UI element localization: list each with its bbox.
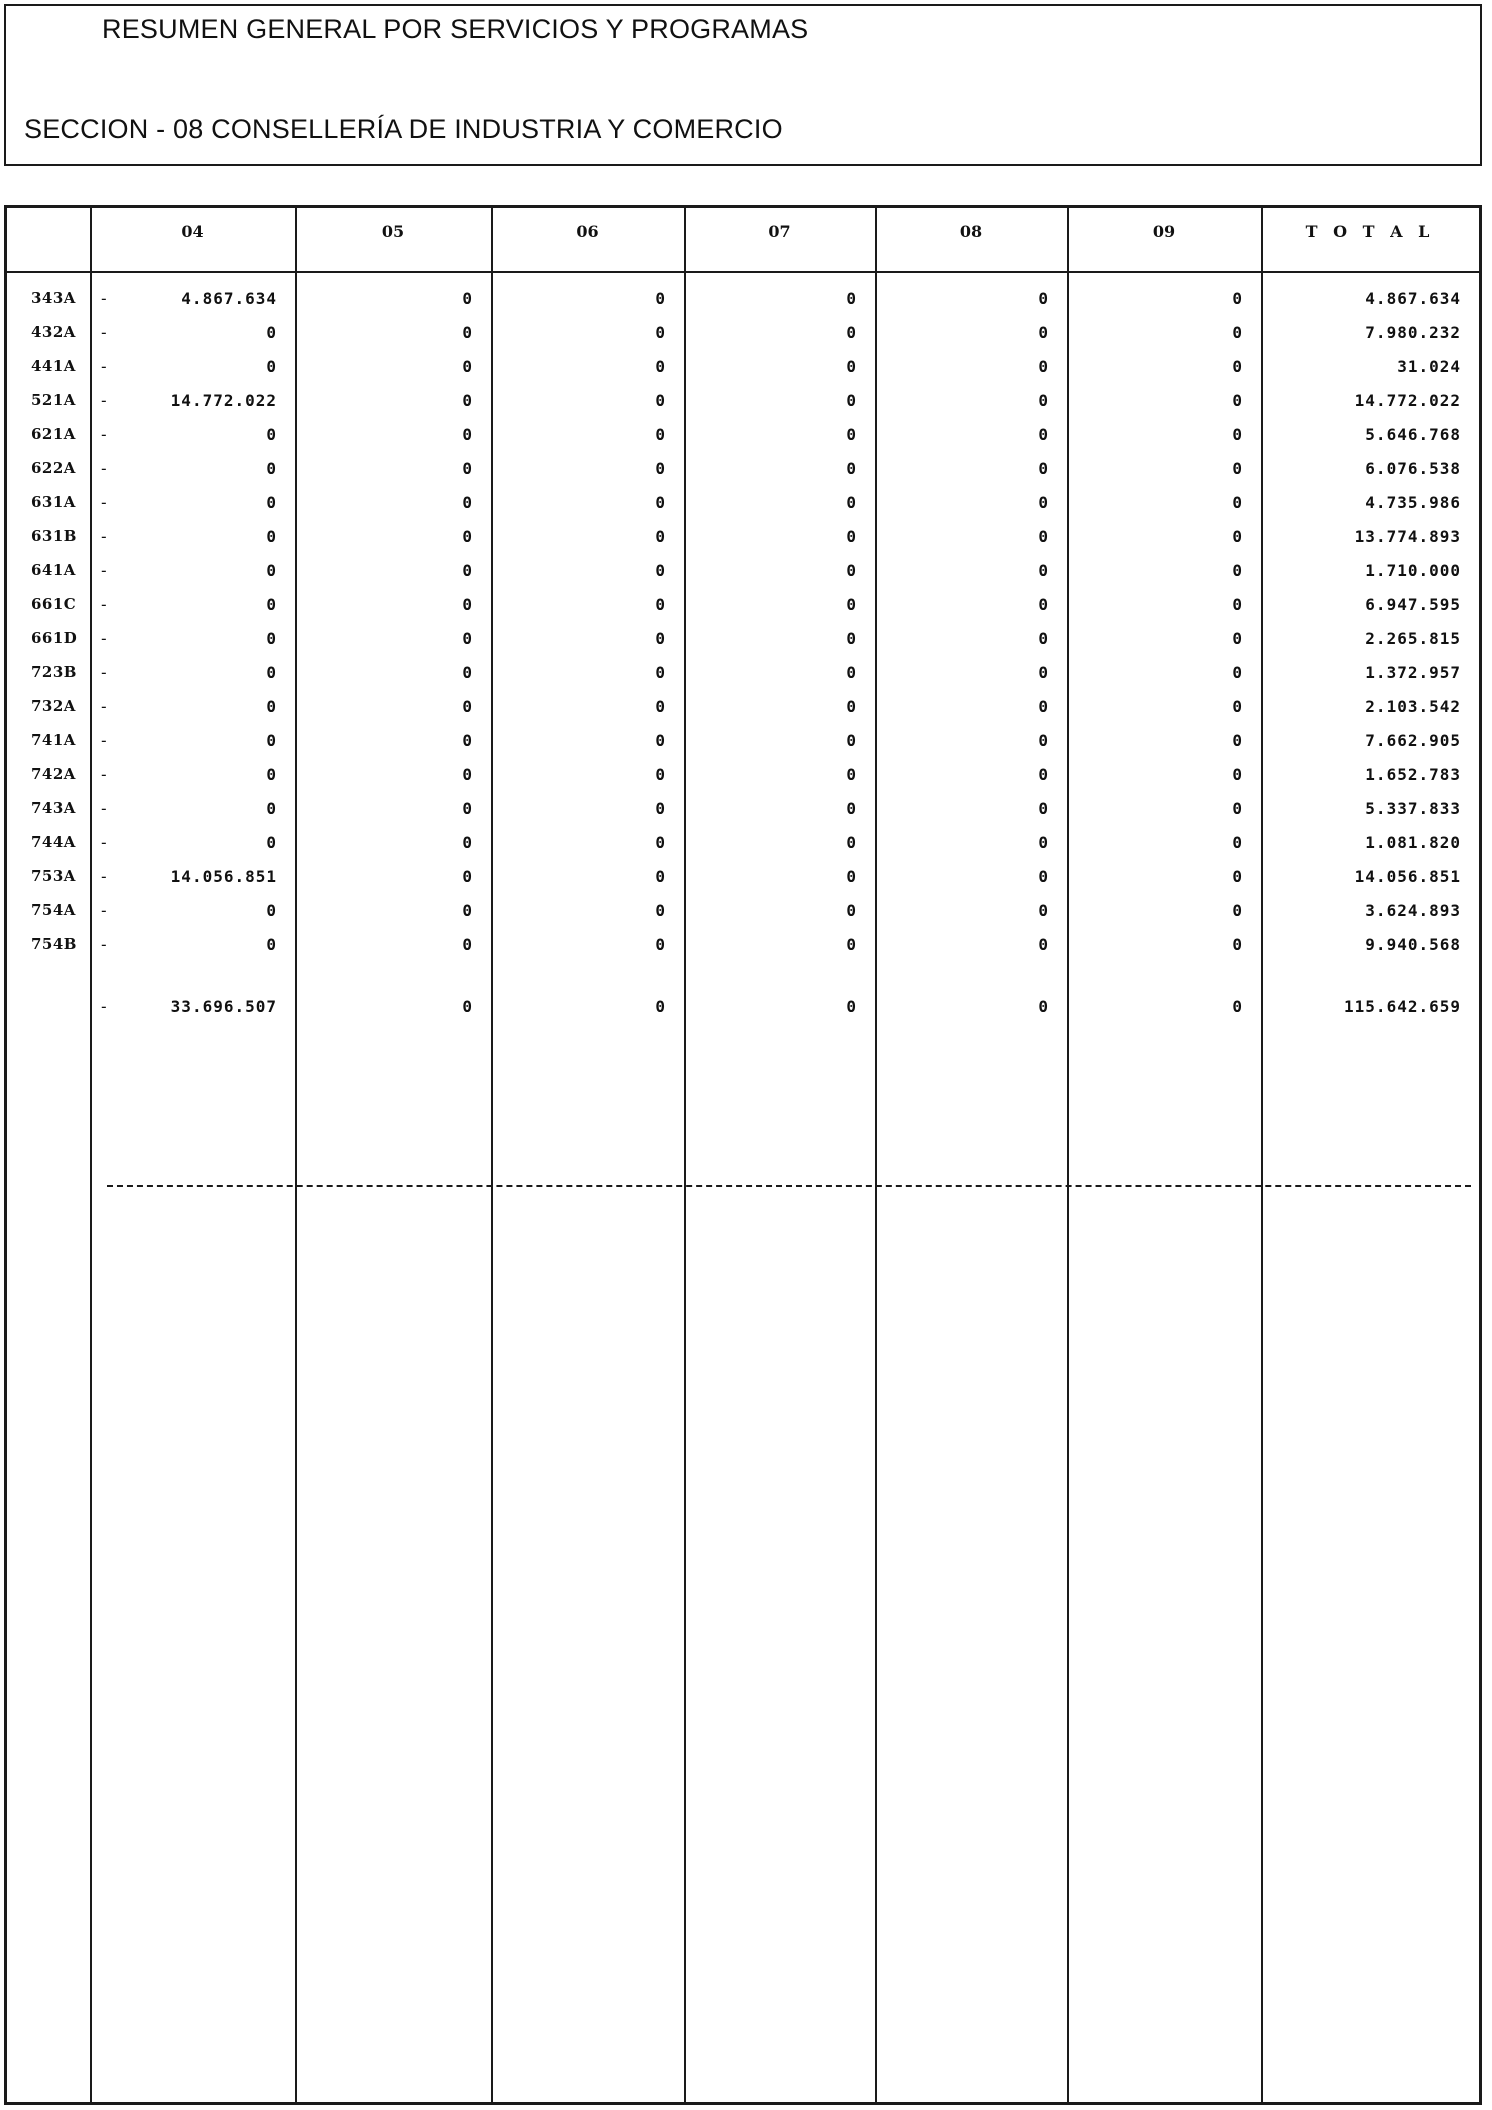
- cell-06: 0: [655, 357, 666, 376]
- cell-06: 0: [655, 731, 666, 750]
- cell-total: 3.624.893: [1365, 901, 1461, 920]
- program-code: 641A: [31, 561, 76, 579]
- program-code: 754B: [31, 935, 77, 953]
- cell-08: 0: [1038, 493, 1049, 512]
- program-code: 622A: [31, 459, 76, 477]
- cell-07: 0: [846, 391, 857, 410]
- program-code: 742A: [31, 765, 76, 783]
- row-dash: -: [99, 867, 109, 886]
- program-code: 744A: [31, 833, 76, 851]
- program-code: 661D: [31, 629, 78, 647]
- cell-08: 0: [1038, 527, 1049, 546]
- cell-07: 0: [846, 731, 857, 750]
- row-dash: -: [99, 289, 109, 308]
- program-code: 621A: [31, 425, 76, 443]
- cell-04: 0: [266, 425, 277, 444]
- cell-09: 0: [1232, 765, 1243, 784]
- cell-05: 0: [462, 799, 473, 818]
- cell-06: 0: [655, 595, 666, 614]
- cell-total: 1.081.820: [1365, 833, 1461, 852]
- cell-04: 14.056.851: [170, 867, 277, 886]
- cell-08: 0: [1038, 289, 1049, 308]
- cell-05: 0: [462, 459, 473, 478]
- program-code: 661C: [31, 595, 77, 613]
- row-dash: -: [99, 799, 109, 818]
- cell-04: 0: [266, 493, 277, 512]
- column-header-total: T O T A L: [1305, 222, 1435, 241]
- cell-09: 0: [1232, 731, 1243, 750]
- cell-07: 0: [846, 357, 857, 376]
- program-code: 732A: [31, 697, 76, 715]
- cell-06: 0: [655, 561, 666, 580]
- row-dash: -: [99, 935, 109, 954]
- cell-07: 0: [846, 289, 857, 308]
- cell-08: 0: [1038, 799, 1049, 818]
- cell-total: 13.774.893: [1354, 527, 1461, 546]
- cell-07: 0: [846, 323, 857, 342]
- cell-09: 0: [1232, 357, 1243, 376]
- cell-05: 0: [462, 527, 473, 546]
- cell-06: 0: [655, 391, 666, 410]
- cell-09: 0: [1232, 493, 1243, 512]
- cell-08: 0: [1038, 867, 1049, 886]
- column-header-05: 05: [381, 222, 405, 241]
- cell-09: 0: [1232, 867, 1243, 886]
- cell-09: 0: [1232, 459, 1243, 478]
- cell-06: 0: [655, 493, 666, 512]
- cell-04: 0: [266, 459, 277, 478]
- cell-04: 0: [266, 561, 277, 580]
- row-dash: -: [99, 527, 109, 546]
- program-code: 631A: [31, 493, 76, 511]
- cell-08: 0: [1038, 425, 1049, 444]
- cell-08: 0: [1038, 663, 1049, 682]
- cell-05: 0: [462, 663, 473, 682]
- cell-07: 0: [846, 765, 857, 784]
- cell-total: 14.056.851: [1354, 867, 1461, 886]
- cell-04: 0: [266, 731, 277, 750]
- section-title: SECCION - 08 CONSELLERÍA DE INDUSTRIA Y COMERCIO: [24, 114, 783, 144]
- cell-total: 9.940.568: [1365, 935, 1461, 954]
- row-dash: -: [99, 997, 109, 1016]
- cell-09: 0: [1232, 901, 1243, 920]
- cell-05: 0: [462, 935, 473, 954]
- cell-08: 0: [1038, 323, 1049, 342]
- cell-04: 0: [266, 527, 277, 546]
- cell-07: 0: [846, 459, 857, 478]
- cell-total: 5.337.833: [1365, 799, 1461, 818]
- cell-09: 0: [1232, 561, 1243, 580]
- total-cell-09: 0: [1232, 997, 1243, 1016]
- column-header-07: 07: [768, 222, 791, 241]
- program-code: 343A: [31, 289, 76, 307]
- total-cell-total: 115.642.659: [1344, 997, 1461, 1016]
- cell-total: 6.076.538: [1365, 459, 1461, 478]
- cell-07: 0: [846, 629, 857, 648]
- cell-06: 0: [655, 663, 666, 682]
- cell-06: 0: [655, 425, 666, 444]
- cell-08: 0: [1038, 833, 1049, 852]
- cell-08: 0: [1038, 697, 1049, 716]
- row-dash: -: [99, 561, 109, 580]
- cell-05: 0: [462, 833, 473, 852]
- row-dash: -: [99, 425, 109, 444]
- row-dash: -: [99, 595, 109, 614]
- row-dash: -: [99, 391, 109, 410]
- cell-08: 0: [1038, 595, 1049, 614]
- cell-07: 0: [846, 935, 857, 954]
- column-header-08: 08: [959, 222, 983, 241]
- cell-total: 1.710.000: [1365, 561, 1461, 580]
- cell-09: 0: [1232, 527, 1243, 546]
- row-dash: -: [99, 765, 109, 784]
- cell-08: 0: [1038, 459, 1049, 478]
- cell-07: 0: [846, 799, 857, 818]
- cell-05: 0: [462, 697, 473, 716]
- cell-04: 0: [266, 697, 277, 716]
- cell-05: 0: [462, 731, 473, 750]
- row-dash: -: [99, 663, 109, 682]
- summary-table: [4, 205, 1482, 2105]
- cell-08: 0: [1038, 357, 1049, 376]
- column-header-06: 06: [576, 222, 599, 241]
- cell-total: 4.867.634: [1365, 289, 1461, 308]
- report-header: [4, 4, 1482, 166]
- cell-total: 2.103.542: [1365, 697, 1461, 716]
- total-cell-06: 0: [655, 997, 666, 1016]
- cell-09: 0: [1232, 935, 1243, 954]
- cell-06: 0: [655, 527, 666, 546]
- cell-06: 0: [655, 289, 666, 308]
- cell-05: 0: [462, 561, 473, 580]
- program-code: 723B: [31, 663, 77, 681]
- cell-08: 0: [1038, 901, 1049, 920]
- cell-04: 0: [266, 935, 277, 954]
- program-code: 754A: [31, 901, 76, 919]
- program-code: 441A: [31, 357, 76, 375]
- program-code: 753A: [31, 867, 76, 885]
- cell-05: 0: [462, 867, 473, 886]
- cell-05: 0: [462, 595, 473, 614]
- cell-total: 14.772.022: [1354, 391, 1461, 410]
- cell-04: 14.772.022: [170, 391, 277, 410]
- row-dash: -: [99, 833, 109, 852]
- cell-09: 0: [1232, 595, 1243, 614]
- cell-07: 0: [846, 595, 857, 614]
- program-code: 741A: [31, 731, 76, 749]
- row-dash: -: [99, 459, 109, 478]
- cell-total: 5.646.768: [1365, 425, 1461, 444]
- program-code: 743A: [31, 799, 76, 817]
- cell-09: 0: [1232, 289, 1243, 308]
- cell-07: 0: [846, 425, 857, 444]
- cell-05: 0: [462, 493, 473, 512]
- cell-06: 0: [655, 459, 666, 478]
- cell-04: 0: [266, 629, 277, 648]
- total-cell-04: 33.696.507: [170, 997, 277, 1016]
- cell-08: 0: [1038, 561, 1049, 580]
- cell-07: 0: [846, 867, 857, 886]
- cell-08: 0: [1038, 391, 1049, 410]
- row-dash: -: [99, 731, 109, 750]
- row-dash: -: [99, 901, 109, 920]
- cell-06: 0: [655, 901, 666, 920]
- cell-07: 0: [846, 561, 857, 580]
- cell-05: 0: [462, 323, 473, 342]
- program-code: 631B: [31, 527, 77, 545]
- cell-06: 0: [655, 629, 666, 648]
- cell-08: 0: [1038, 935, 1049, 954]
- cell-total: 7.980.232: [1365, 323, 1461, 342]
- header-separator: [7, 271, 1479, 273]
- cell-09: 0: [1232, 629, 1243, 648]
- cell-04: 0: [266, 765, 277, 784]
- program-code: 521A: [31, 391, 76, 409]
- row-dash: -: [99, 357, 109, 376]
- program-code: 432A: [31, 323, 76, 341]
- cell-total: 2.265.815: [1365, 629, 1461, 648]
- cell-07: 0: [846, 663, 857, 682]
- report-title: RESUMEN GENERAL POR SERVICIOS Y PROGRAMAS: [102, 14, 809, 44]
- cell-09: 0: [1232, 391, 1243, 410]
- cell-07: 0: [846, 901, 857, 920]
- cell-05: 0: [462, 391, 473, 410]
- cell-09: 0: [1232, 425, 1243, 444]
- totals-separator: [107, 1185, 1471, 1187]
- cell-08: 0: [1038, 629, 1049, 648]
- cell-04: 0: [266, 357, 277, 376]
- column-header-04: 04: [181, 222, 204, 241]
- cell-06: 0: [655, 867, 666, 886]
- cell-total: 6.947.595: [1365, 595, 1461, 614]
- row-dash: -: [99, 493, 109, 512]
- cell-05: 0: [462, 901, 473, 920]
- cell-04: 4.867.634: [181, 289, 277, 308]
- cell-06: 0: [655, 765, 666, 784]
- total-cell-05: 0: [462, 997, 473, 1016]
- cell-05: 0: [462, 357, 473, 376]
- cell-07: 0: [846, 833, 857, 852]
- cell-06: 0: [655, 799, 666, 818]
- column-header-09: 09: [1152, 222, 1176, 241]
- total-cell-07: 0: [846, 997, 857, 1016]
- total-cell-08: 0: [1038, 997, 1049, 1016]
- cell-total: 7.662.905: [1365, 731, 1461, 750]
- row-dash: -: [99, 323, 109, 342]
- cell-04: 0: [266, 663, 277, 682]
- cell-07: 0: [846, 697, 857, 716]
- cell-06: 0: [655, 935, 666, 954]
- cell-04: 0: [266, 901, 277, 920]
- cell-07: 0: [846, 527, 857, 546]
- cell-08: 0: [1038, 731, 1049, 750]
- cell-09: 0: [1232, 833, 1243, 852]
- row-dash: -: [99, 629, 109, 648]
- cell-07: 0: [846, 493, 857, 512]
- cell-04: 0: [266, 323, 277, 342]
- cell-06: 0: [655, 323, 666, 342]
- cell-05: 0: [462, 765, 473, 784]
- cell-04: 0: [266, 595, 277, 614]
- cell-06: 0: [655, 833, 666, 852]
- cell-04: 0: [266, 799, 277, 818]
- cell-total: 4.735.986: [1365, 493, 1461, 512]
- cell-05: 0: [462, 629, 473, 648]
- cell-09: 0: [1232, 697, 1243, 716]
- cell-06: 0: [655, 697, 666, 716]
- row-dash: -: [99, 697, 109, 716]
- cell-09: 0: [1232, 663, 1243, 682]
- cell-05: 0: [462, 289, 473, 308]
- cell-09: 0: [1232, 799, 1243, 818]
- cell-total: 1.652.783: [1365, 765, 1461, 784]
- cell-09: 0: [1232, 323, 1243, 342]
- cell-total: 31.024: [1397, 357, 1461, 376]
- cell-08: 0: [1038, 765, 1049, 784]
- cell-05: 0: [462, 425, 473, 444]
- cell-04: 0: [266, 833, 277, 852]
- cell-total: 1.372.957: [1365, 663, 1461, 682]
